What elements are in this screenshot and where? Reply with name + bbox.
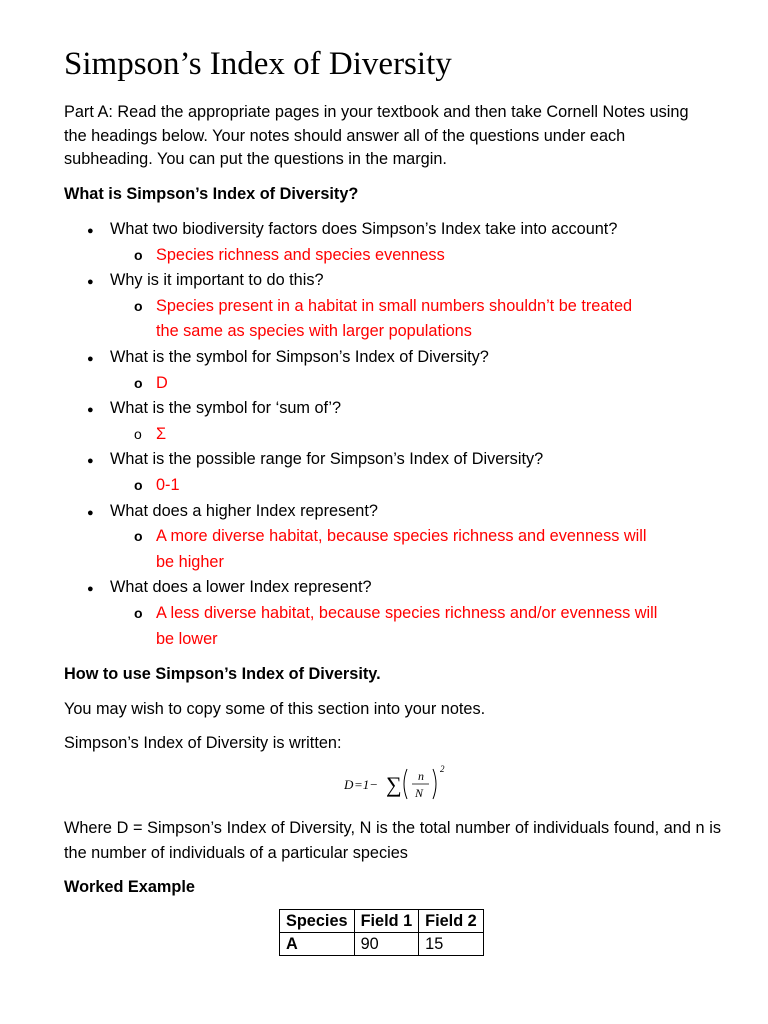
- list-item: [64, 575, 724, 601]
- bullet-icon: [87, 499, 94, 527]
- bullet-icon: [87, 268, 94, 296]
- answer-text: the same as species with larger populations: [156, 322, 472, 341]
- formula-denominator: N: [415, 786, 424, 800]
- answer-text: be lower: [156, 629, 218, 648]
- question-text: What does a higher Index represent?: [110, 501, 378, 520]
- bullet-icon: [87, 217, 94, 245]
- copy-note: You may wish to copy some of this section into your notes.: [64, 700, 486, 718]
- question-text: Why is it important to do this?: [110, 271, 324, 290]
- column-header: Field 1: [354, 910, 419, 933]
- simpson-formula: [344, 763, 454, 805]
- worked-example-table: [279, 909, 484, 956]
- answer-item: [64, 473, 724, 499]
- answer-item: [64, 294, 724, 345]
- bullet-icon: [87, 396, 94, 424]
- formula-exponent: 2: [440, 764, 445, 774]
- right-paren: [433, 769, 436, 799]
- list-item: [64, 268, 724, 294]
- answer-text: Σ: [156, 424, 167, 443]
- list-item: [64, 447, 724, 473]
- question-list: [64, 217, 724, 652]
- formula-eq: =1−: [354, 777, 379, 792]
- formula-d: D: [344, 777, 354, 792]
- bullet-icon: [87, 345, 94, 373]
- circle-bullet-icon: o: [134, 604, 143, 621]
- circle-bullet-icon: o: [134, 528, 143, 545]
- circle-bullet-icon: o: [134, 297, 143, 314]
- formula-graphic: [344, 763, 454, 805]
- circle-bullet-icon: o: [134, 425, 142, 442]
- answer-item: [64, 243, 724, 269]
- circle-bullet-icon: o: [134, 476, 143, 493]
- answer-text: A more diverse habitat, because species richness and evenness will: [156, 527, 647, 546]
- question-text: What does a lower Index represent?: [110, 578, 372, 597]
- formula-explanation: Where D = Simpson’s Index of Diversity, N is the total number of individuals found, and n is the number of individuals of a particular species: [64, 819, 721, 862]
- formula-label: Simpson’s Index of Diversity is written:: [64, 734, 342, 752]
- list-item: [64, 217, 724, 243]
- table-header-row: [280, 910, 484, 933]
- intro-paragraph: Part A: Read the appropriate pages in your textbook and then take Cornell Notes using the headings below. Your notes should answer all of the questions under each subheading. You can put the questions in the margin.: [64, 103, 689, 168]
- question-text: What is the symbol for Simpson’s Index of Diversity?: [110, 347, 489, 366]
- list-item: [64, 396, 724, 422]
- question-text: What is the symbol for ‘sum of’?: [110, 399, 342, 418]
- answer-item: [64, 601, 724, 652]
- column-header: Field 2: [419, 910, 484, 933]
- table-cell: 90: [354, 933, 419, 956]
- circle-bullet-icon: o: [134, 374, 143, 391]
- formula-numerator: n: [418, 769, 424, 783]
- bullet-icon: [87, 447, 94, 475]
- table-cell: A: [280, 933, 355, 956]
- page-title: Simpson’s Index of Diversity: [64, 46, 452, 82]
- answer-text: Species present in a habitat in small numbers shouldn’t be treated: [156, 296, 633, 315]
- table-cell: 15: [419, 933, 484, 956]
- answer-text: Species richness and species evenness: [156, 245, 445, 264]
- answer-text: be higher: [156, 552, 224, 571]
- left-paren: [404, 769, 407, 799]
- section-heading-what-is: What is Simpson’s Index of Diversity?: [64, 185, 359, 203]
- answer-item: [64, 371, 724, 397]
- sum-symbol: ∑: [386, 772, 402, 797]
- list-item: [64, 499, 724, 525]
- answer-item: [64, 422, 724, 448]
- column-header: Species: [280, 910, 355, 933]
- table-row: [280, 933, 484, 956]
- question-text: What two biodiversity factors does Simpson’s Index take into account?: [110, 220, 618, 238]
- answer-text: A less diverse habitat, because species richness and/or evenness will: [156, 603, 658, 622]
- section-heading-how-to-use: How to use Simpson’s Index of Diversity.: [64, 665, 381, 683]
- question-text: What is the possible range for Simpson’s Index of Diversity?: [110, 450, 544, 469]
- circle-bullet-icon: o: [134, 246, 143, 263]
- answer-item: [64, 524, 724, 575]
- answer-text: D: [156, 373, 168, 392]
- answer-text: 0-1: [156, 475, 180, 494]
- worked-example-heading: Worked Example: [64, 878, 195, 896]
- list-item: [64, 345, 724, 371]
- bullet-icon: [87, 575, 94, 603]
